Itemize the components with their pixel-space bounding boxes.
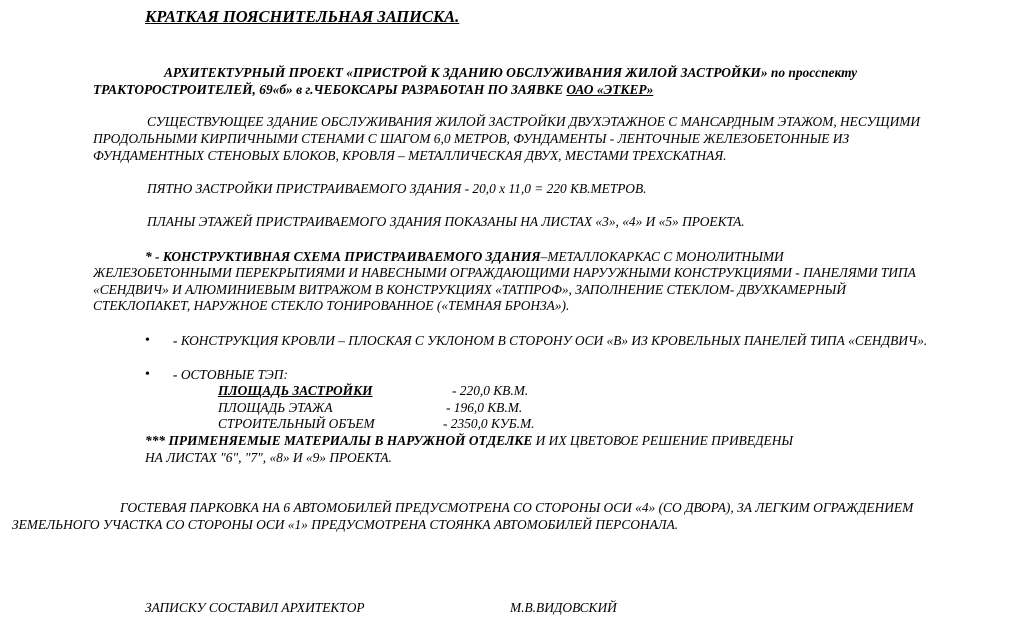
existing-building-line-3: ФУНДАМЕНТНЫХ СТЕНОВЫХ БЛОКОВ, КРОВЛЯ – МЕТАЛЛИЧЕСКАЯ ДВУХ, МЕСТАМИ ТРЕХСКАТНАЯ. [93, 148, 727, 163]
parking-line-2: ЗЕМЕЛЬНОГО УЧАСТКА СО СТОРОНЫ ОСИ «1» ПРЕДУСМОТРЕНА СТОЯНКА АВТОМОБИЛЕЙ ПЕРСОНАЛА. [12, 517, 679, 532]
roof-bullet: • [145, 333, 150, 348]
tep-value-built-area: - 220,0 КВ.М. [452, 383, 529, 398]
tep-label-floor-area: ПЛОЩАДЬ ЭТАЖА [218, 400, 333, 415]
tep-value-volume: - 2350,0 КУБ.М. [443, 416, 535, 431]
materials-line-1 [145, 432, 793, 449]
structure-line-3: «СЕНДВИЧ» И АЛЮМИНИЕВЫМ ВИТРАЖОМ В КОНСТРУКЦИЯХ «ТАТПРОФ», ЗАПОЛНЕНИЕ СТЕКЛОМ- ДВУХКАМЕРНЫЙ [93, 282, 847, 297]
parking-line-1: ГОСТЕВАЯ ПАРКОВКА НА 6 АВТОМОБИЛЕЙ ПРЕДУСМОТРЕНА СО СТОРОНЫ ОСИ «4» (СО ДВОРА), ЗА ЛЕГКИМ ОГРАЖДЕНИЕМ [120, 500, 914, 515]
structure-line-2: ЖЕЛЕЗОБЕТОННЫМИ ПЕРЕКРЫТИЯМИ И НАВЕСНЫМИ ОГРАЖДАЮЩИМИ НАРУУЖНЫМИ КОНСТРУКЦИЯМИ - ПАНЕЛЯМИ ТИПА [93, 265, 916, 280]
tep-dash: - [173, 367, 178, 382]
tep-bullet: • [145, 367, 150, 382]
tep-label-volume: СТРОИТЕЛЬНЫЙ ОБЪЕМ [218, 416, 375, 431]
materials-line-2: НА ЛИСТАХ "6", "7", «8» И «9» ПРОЕКТА. [145, 450, 392, 465]
signature-name: М.В.ВИДОВСКИЙ [510, 600, 617, 615]
tep-value-floor-area: - 196,0 КВ.М. [446, 400, 523, 415]
roof-dash: - [173, 333, 178, 348]
tep-label-built-area: ПЛОЩАДЬ ЗАСТРОЙКИ [218, 383, 373, 398]
footprint-text: ПЯТНО ЗАСТРОЙКИ ПРИСТРАИВАЕМОГО ЗДАНИЯ - 20,0 х 11,0 = 220 КВ.МЕТРОВ. [147, 181, 647, 196]
existing-building-line-2: ПРОДОЛЬНЫМИ КИРПИЧНЫМИ СТЕНАМИ С ШАГОМ 6,0 МЕТРОВ, ФУНДАМЕНТЫ - ЛЕНТОЧНЫЕ ЖЕЛЕЗОБЕТОННЫЕ ИЗ [93, 131, 850, 146]
signature-role: ЗАПИСКУ СОСТАВИЛ АРХИТЕКТОР [145, 600, 365, 615]
structure-line-1 [145, 248, 784, 265]
structure-line-4: СТЕКЛОПАКЕТ, НАРУЖНОЕ СТЕКЛО ТОНИРОВАННОЕ («ТЕМНАЯ БРОНЗА»). [93, 298, 570, 313]
intro-line-1: АРХИТЕКТУРНЫЙ ПРОЕКТ «ПРИСТРОЙ К ЗДАНИЮ ОБСЛУЖИВАНИЯ ЖИЛОЙ ЗАСТРОЙКИ» по просспекту [164, 65, 858, 80]
floor-plans-text: ПЛАНЫ ЭТАЖЕЙ ПРИСТРАИВАЕМОГО ЗДАНИЯ ПОКАЗАНЫ НА ЛИСТАХ «3», «4» И «5» ПРОЕКТА. [147, 214, 745, 229]
tep-heading-line [173, 366, 288, 383]
roof-text: КОНСТРУКЦИЯ КРОВЛИ – ПЛОСКАЯ С УКЛОНОМ В СТОРОНУ ОСИ «В» ИЗ КРОВЕЛЬНЫХ ПАНЕЛЕЙ ТИПА «СЕНДВИЧ». [177, 333, 928, 348]
roof-text-line [173, 332, 927, 349]
tep-heading: ОСТОВНЫЕ ТЭП: [177, 367, 288, 382]
materials-heading: ПРИМЕНЯЕМЫЕ МАТЕРИАЛЫ В НАРУЖНОЙ ОТДЕЛКЕ [165, 433, 533, 448]
document-title: КРАТКАЯ ПОЯСНИТЕЛЬНАЯ ЗАПИСКА. [145, 7, 460, 26]
materials-marker: *** [145, 433, 166, 448]
client-name: ОАО «ЭТКЕР» [566, 82, 654, 97]
existing-building-line-1: СУЩЕСТВУЮЩЕЕ ЗДАНИЕ ОБСЛУЖИВАНИЯ ЖИЛОЙ ЗАСТРОЙКИ ДВУХЭТАЖНОЕ С МАНСАРДНЫМ ЭТАЖОМ, НЕСУЩИМИ [147, 114, 921, 129]
structure-first-line-rest: –МЕТАЛЛОКАРКАС С МОНОЛИТНЫМИ [540, 249, 784, 264]
materials-rest: И ИХ ЦВЕТОВОЕ РЕШЕНИЕ ПРИВЕДЕНЫ [532, 433, 794, 448]
structure-marker: * - [145, 249, 160, 264]
intro-line-2-text: ТРАКТОРОСТРОИТЕЛЕЙ, 69«б» в г.ЧЕБОКСАРЫ РАЗРАБОТАН ПО ЗАЯВКЕ [93, 82, 567, 97]
structure-heading: КОНСТРУКТИВНАЯ СХЕМА ПРИСТРАИВАЕМОГО ЗДАНИЯ [162, 249, 541, 264]
intro-line-2 [93, 81, 653, 98]
